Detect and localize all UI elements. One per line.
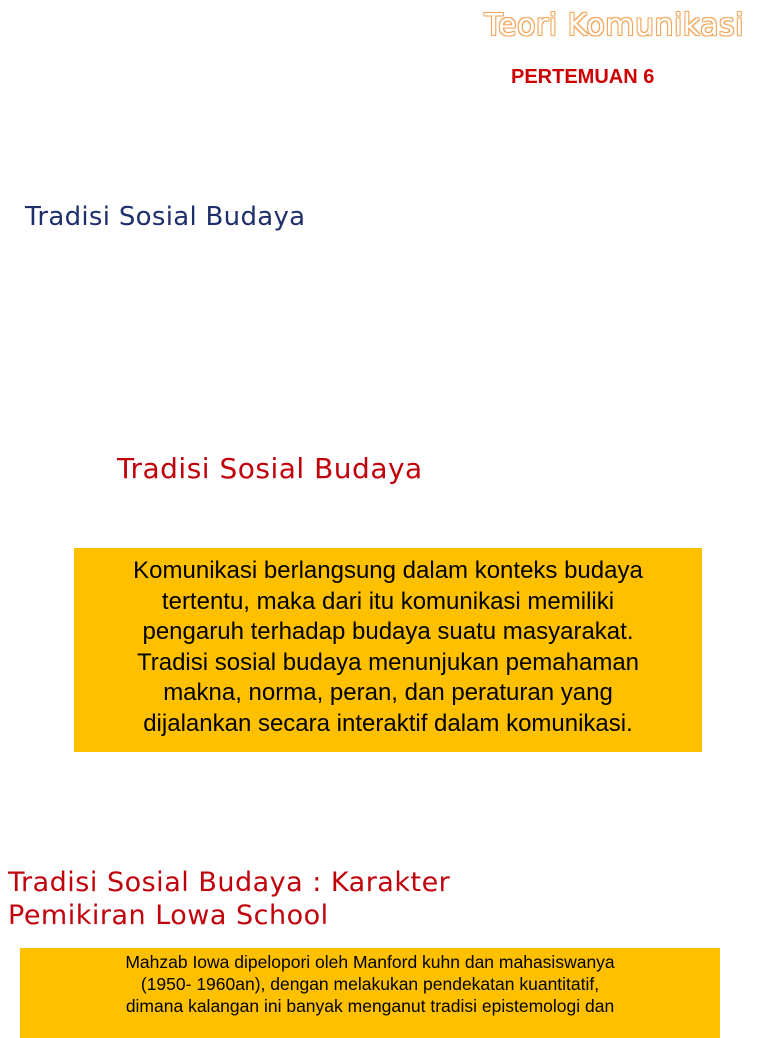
slide-title: Teori Komunikasi (484, 8, 744, 43)
definition-line: dijalankan secara interaktif dalam komunikasi. (143, 709, 633, 737)
heading-line: Pemikiran Lowa School (8, 900, 329, 931)
section-heading-tradisi-red: Tradisi Sosial Budaya (117, 452, 423, 485)
definition-line: pengaruh terhadap budaya suatu masyarakat. (142, 618, 634, 645)
description-line: (1950- 1960an), dengan melakukan pendekatan kuantitatif, (140, 974, 600, 994)
section-heading-karakter (8, 866, 568, 932)
description-line: dimana kalangan ini banyak menganut tradisi epistemologi dan (125, 996, 615, 1016)
definition-box (74, 548, 702, 752)
heading-line: Tradisi Sosial Budaya : Karakter (8, 867, 451, 898)
definition-line: Komunikasi berlangsung dalam konteks budaya (133, 557, 643, 584)
meeting-label: PERTEMUAN 6 (511, 66, 655, 88)
iowa-description-box (20, 948, 720, 1038)
definition-line: makna, norma, peran, dan peraturan yang (163, 679, 613, 706)
description-line: Mahzab Iowa dipelopori oleh Manford kuhn dan mahasiswanya (125, 952, 615, 972)
definition-line: Tradisi sosial budaya menunjukan pemahaman (136, 648, 640, 676)
section-heading-tradisi: Tradisi Sosial Budaya (25, 202, 306, 232)
definition-line: tertentu, maka dari itu komunikasi memiliki (161, 587, 615, 615)
